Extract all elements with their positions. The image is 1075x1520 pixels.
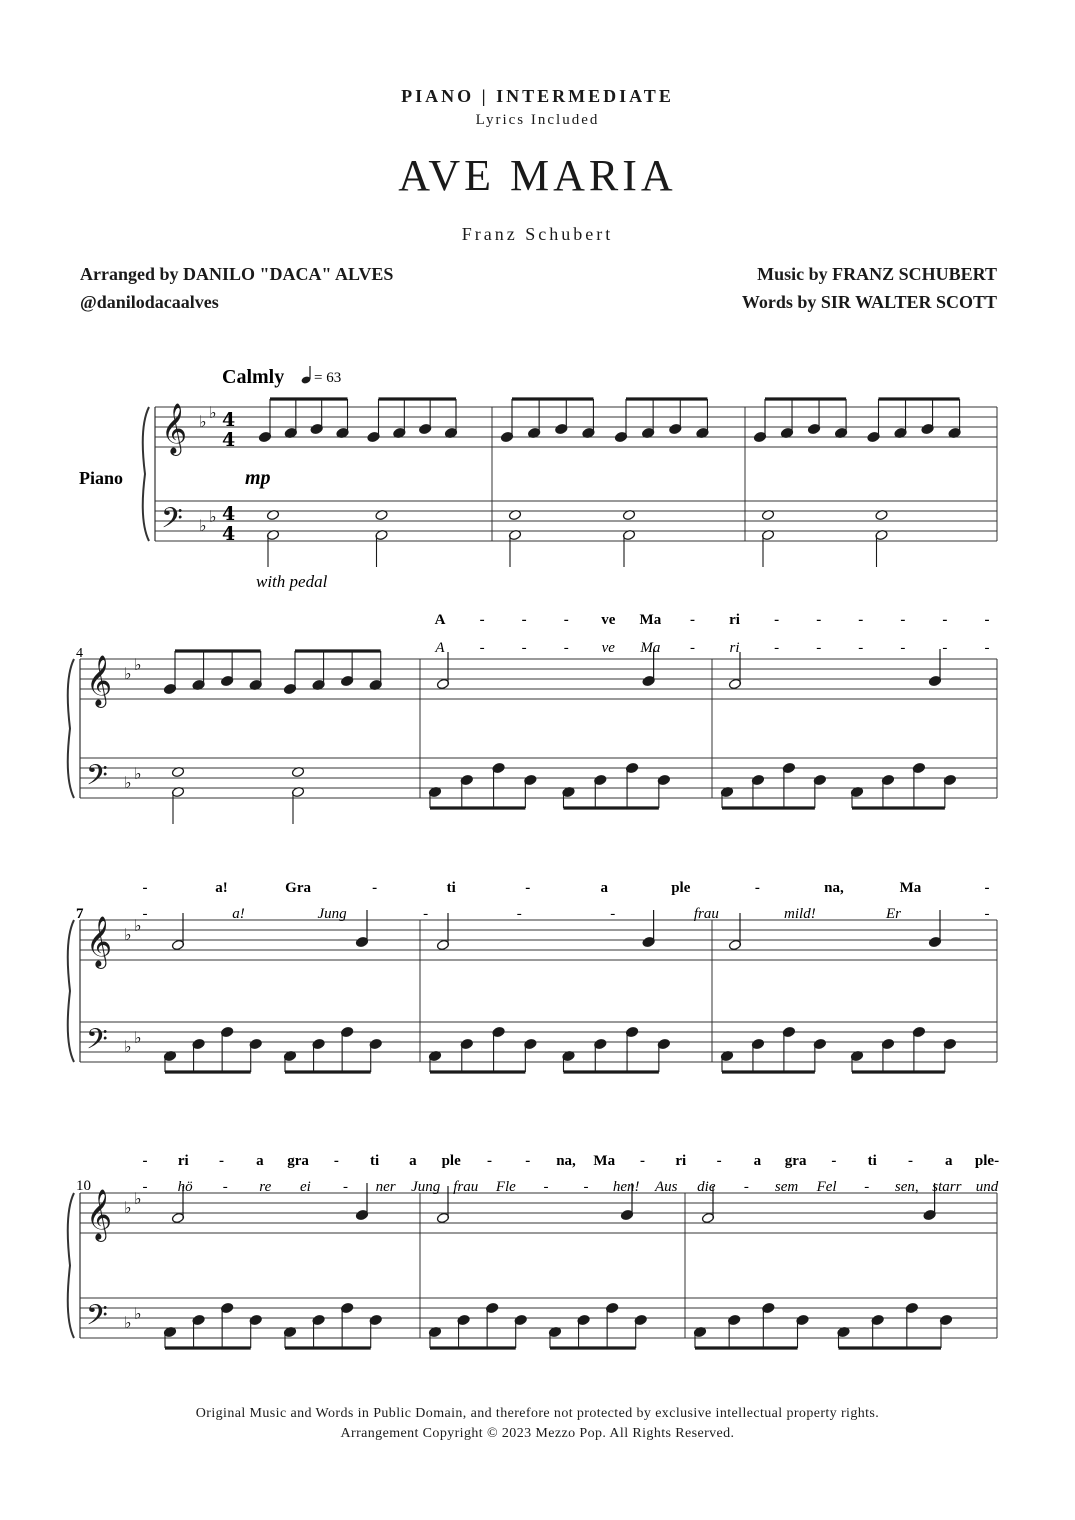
lyric-syllable-latin: Ma bbox=[639, 612, 662, 628]
lyric-syllable-german: hö bbox=[177, 1179, 193, 1195]
lyric-syllable-latin: - bbox=[525, 1153, 531, 1169]
flat-icon: ♭ bbox=[134, 1189, 142, 1208]
lyric-syllable-german: hen! bbox=[612, 1179, 640, 1195]
lyric-syllable-german: - bbox=[774, 640, 780, 656]
lyric-syllable-latin: a bbox=[944, 1153, 953, 1169]
lyric-syllable-german: und bbox=[975, 1179, 999, 1195]
lyric-syllable-latin: ple- bbox=[974, 1153, 1000, 1169]
bass-clef-icon: 𝄢 bbox=[161, 502, 183, 542]
footer-public-domain-note: Original Music and Words in Public Domain, and therefore not protected by exclusive intellectual property rights. bbox=[195, 1406, 880, 1421]
lyric-syllable-german: sen, bbox=[894, 1179, 919, 1195]
lyric-syllable-german: - bbox=[900, 640, 906, 656]
lyric-syllable-latin: - bbox=[831, 1153, 837, 1169]
lyric-syllable-german: - bbox=[984, 906, 990, 922]
lyric-syllable-latin: - bbox=[716, 1153, 722, 1169]
treble-clef-icon: 𝄞 bbox=[161, 403, 188, 454]
tempo-value: = 63 bbox=[314, 370, 342, 386]
lyric-syllable-latin: - bbox=[521, 612, 527, 628]
lyric-syllable-german: Fle bbox=[495, 1179, 516, 1195]
lyric-syllable-german: mild! bbox=[784, 906, 816, 922]
brace bbox=[143, 407, 149, 541]
lyric-syllable-german: - bbox=[864, 1179, 870, 1195]
lyric-syllable-latin: - bbox=[525, 880, 531, 896]
lyric-syllable-latin: - bbox=[689, 612, 695, 628]
lyric-syllable-latin: - bbox=[984, 612, 990, 628]
lyric-syllable-german: - bbox=[521, 640, 527, 656]
instrument-label: Piano bbox=[79, 468, 124, 488]
bass-clef-icon: 𝄢 bbox=[86, 1299, 108, 1339]
tempo-text: Calmly bbox=[222, 366, 285, 388]
time-signature: 4 bbox=[222, 503, 236, 525]
lyric-syllable-latin: ti bbox=[370, 1153, 380, 1169]
lyric-syllable-latin: Gra bbox=[285, 880, 312, 896]
lyric-syllable-german: - bbox=[583, 1179, 589, 1195]
composer-name: Franz Schubert bbox=[461, 224, 614, 244]
flat-icon: ♭ bbox=[199, 412, 207, 431]
lyric-syllable-latin: ple bbox=[441, 1153, 461, 1169]
measure-number: 4 bbox=[76, 646, 83, 661]
lyric-syllable-german: Jung bbox=[411, 1179, 441, 1195]
lyric-syllable-latin: a bbox=[409, 1153, 417, 1169]
lyric-syllable-german: - bbox=[142, 906, 148, 922]
lyric-syllable-german: ei bbox=[299, 1179, 311, 1195]
lyric-syllable-latin: na, bbox=[556, 1153, 576, 1169]
lyric-syllable-latin: - bbox=[942, 612, 948, 628]
lyric-syllable-german: - bbox=[563, 640, 569, 656]
lyric-syllable-latin: - bbox=[640, 1153, 646, 1169]
lyric-syllable-latin: na, bbox=[824, 880, 844, 896]
flat-icon: ♭ bbox=[124, 664, 132, 683]
flat-icon: ♭ bbox=[199, 516, 207, 535]
treble-clef-icon: 𝄞 bbox=[86, 916, 113, 967]
lyric-syllable-german: - bbox=[942, 640, 948, 656]
lyric-syllable-german: A bbox=[435, 640, 445, 656]
lyric-syllable-latin: A bbox=[434, 612, 446, 628]
lyric-syllable-german: starr bbox=[932, 1179, 962, 1195]
lyric-syllable-latin: - bbox=[333, 1153, 339, 1169]
lyric-syllable-latin: - bbox=[219, 1153, 225, 1169]
lyric-syllable-german: die bbox=[697, 1179, 716, 1195]
lyric-syllable-german: re bbox=[259, 1179, 272, 1195]
lyric-syllable-latin: - bbox=[984, 880, 990, 896]
arranger-credit: Arranged by DANILO "DACA" ALVES bbox=[80, 264, 394, 284]
flat-icon: ♭ bbox=[124, 925, 132, 944]
lyric-syllable-german: - bbox=[858, 640, 864, 656]
lyric-syllable-german: Er bbox=[885, 906, 901, 922]
lyric-syllable-latin: gra bbox=[784, 1153, 807, 1169]
lyric-syllable-latin: - bbox=[372, 880, 378, 896]
lyric-syllable-latin: - bbox=[816, 612, 822, 628]
lyric-syllable-german: - bbox=[222, 1179, 228, 1195]
lyric-syllable-german: Fel bbox=[816, 1179, 837, 1195]
lyric-syllable-latin: - bbox=[563, 612, 569, 628]
treble-clef-icon: 𝄞 bbox=[86, 655, 113, 706]
lyric-syllable-latin: a bbox=[753, 1153, 762, 1169]
lyrics-included-label: Lyrics Included bbox=[475, 112, 600, 128]
lyric-syllable-german: - bbox=[142, 1179, 148, 1195]
flat-icon: ♭ bbox=[124, 773, 132, 792]
flat-icon: ♭ bbox=[124, 1198, 132, 1217]
brace bbox=[68, 659, 74, 798]
lyric-syllable-latin: Ma bbox=[593, 1153, 616, 1169]
lyric-syllable-latin: ve bbox=[601, 612, 616, 628]
pedal-instruction: with pedal bbox=[256, 572, 328, 591]
flat-icon: ♭ bbox=[134, 1028, 142, 1047]
music-credit: Music by FRANZ SCHUBERT bbox=[757, 264, 997, 284]
lyric-syllable-german: - bbox=[816, 640, 822, 656]
lyric-syllable-latin: a! bbox=[215, 880, 228, 896]
time-signature: 4 bbox=[222, 429, 236, 451]
lyric-syllable-latin: - bbox=[479, 612, 485, 628]
lyric-syllable-german: sem bbox=[774, 1179, 799, 1195]
lyric-syllable-german: - bbox=[423, 906, 429, 922]
lyric-syllable-latin: ri bbox=[675, 1153, 687, 1169]
lyric-syllable-latin: a bbox=[256, 1153, 264, 1169]
lyric-syllable-german: - bbox=[984, 640, 990, 656]
lyric-syllable-latin: - bbox=[142, 880, 148, 896]
lyric-syllable-german: Ma bbox=[640, 640, 661, 656]
level-label: PIANO | INTERMEDIATE bbox=[401, 86, 674, 106]
lyric-syllable-latin: ti bbox=[867, 1153, 877, 1169]
brace bbox=[68, 920, 74, 1062]
lyric-syllable-latin: ti bbox=[446, 880, 456, 896]
lyric-syllable-latin: - bbox=[900, 612, 906, 628]
lyric-syllable-german: - bbox=[610, 906, 616, 922]
lyric-syllable-german: ri bbox=[729, 640, 740, 656]
lyric-syllable-german: - bbox=[543, 1179, 549, 1195]
flat-icon: ♭ bbox=[134, 655, 142, 674]
bass-clef-icon: 𝄢 bbox=[86, 759, 108, 799]
lyric-syllable-german: a! bbox=[232, 906, 245, 922]
arranger-handle: @danilodacaalves bbox=[80, 292, 219, 312]
time-signature: 4 bbox=[222, 523, 236, 545]
lyric-syllable-latin: - bbox=[486, 1153, 492, 1169]
lyric-syllable-german: ner bbox=[375, 1179, 396, 1195]
brace bbox=[68, 1193, 74, 1338]
words-credit: Words by SIR WALTER SCOTT bbox=[741, 292, 997, 312]
flat-icon: ♭ bbox=[124, 1313, 132, 1332]
lyric-syllable-latin: a bbox=[600, 880, 609, 896]
lyric-syllable-german: - bbox=[516, 906, 522, 922]
flat-icon: ♭ bbox=[134, 1304, 142, 1323]
lyric-syllable-latin: gra bbox=[287, 1153, 309, 1169]
lyric-syllable-german: Aus bbox=[654, 1179, 678, 1195]
lyric-syllable-latin: ri bbox=[729, 612, 740, 628]
lyric-syllable-latin: - bbox=[142, 1153, 148, 1169]
flat-icon: ♭ bbox=[209, 507, 217, 526]
bass-clef-icon: 𝄢 bbox=[86, 1023, 108, 1063]
flat-icon: ♭ bbox=[209, 403, 217, 422]
lyric-syllable-latin: - bbox=[774, 612, 780, 628]
flat-icon: ♭ bbox=[134, 764, 142, 783]
page-title: AVE MARIA bbox=[398, 151, 677, 200]
measure-number: 7 bbox=[76, 906, 84, 922]
lyric-syllable-german: - bbox=[743, 1179, 749, 1195]
lyric-syllable-german: - bbox=[342, 1179, 348, 1195]
lyric-syllable-latin: ri bbox=[177, 1153, 189, 1169]
treble-clef-icon: 𝄞 bbox=[86, 1189, 113, 1240]
measure-number: 10 bbox=[76, 1178, 91, 1194]
lyric-syllable-latin: Ma bbox=[899, 880, 922, 896]
lyric-syllable-german: Jung bbox=[317, 906, 347, 922]
lyric-syllable-latin: ple bbox=[671, 880, 691, 896]
dynamic-mark: mp bbox=[245, 467, 271, 489]
footer-copyright: Arrangement Copyright © 2023 Mezzo Pop. All Rights Reserved. bbox=[340, 1426, 735, 1441]
lyric-syllable-german: ve bbox=[601, 640, 615, 656]
lyric-syllable-german: frau bbox=[693, 906, 719, 922]
lyric-syllable-latin: - bbox=[907, 1153, 913, 1169]
lyric-syllable-german: frau bbox=[453, 1179, 479, 1195]
lyric-syllable-german: - bbox=[479, 640, 485, 656]
lyric-syllable-latin: - bbox=[858, 612, 864, 628]
lyric-syllable-latin: - bbox=[754, 880, 760, 896]
lyric-syllable-german: - bbox=[689, 640, 695, 656]
flat-icon: ♭ bbox=[134, 916, 142, 935]
time-signature: 4 bbox=[222, 409, 236, 431]
quarter-note-icon bbox=[301, 366, 312, 385]
flat-icon: ♭ bbox=[124, 1037, 132, 1056]
